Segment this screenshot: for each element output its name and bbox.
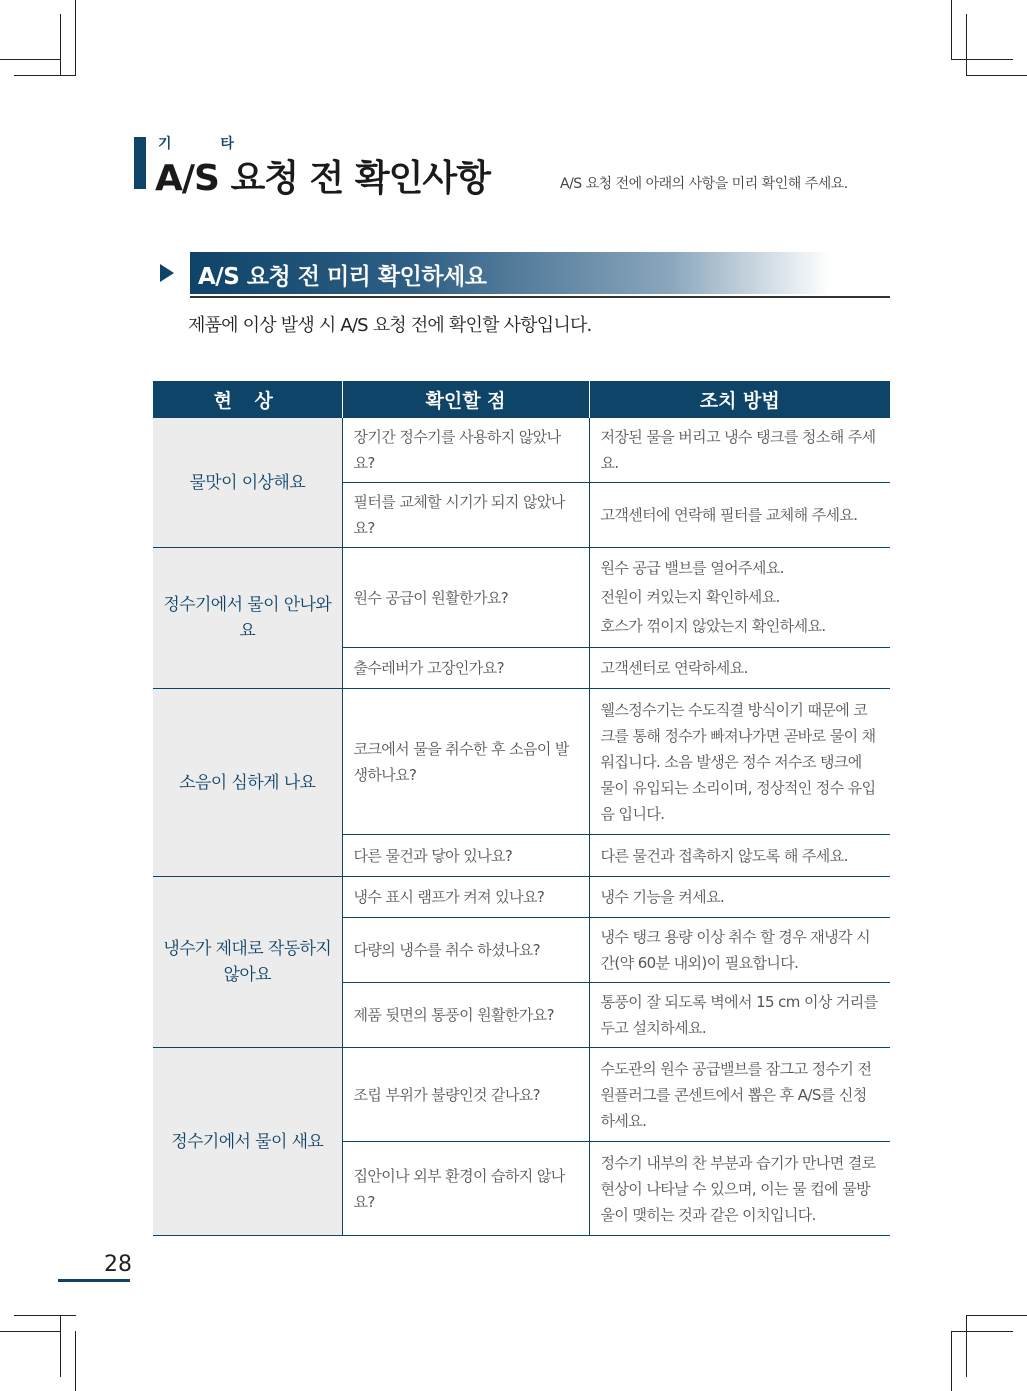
crop-mark	[75, 0, 76, 76]
symptom-cell: 소음이 심하게 나요	[153, 689, 342, 877]
header-action: 조치 방법	[589, 381, 890, 418]
table-row	[153, 877, 890, 918]
crop-mark	[966, 14, 967, 76]
category-label: 기 타	[158, 136, 256, 152]
section-description: 제품에 이상 발생 시 A/S 요청 전에 확인할 사항입니다.	[188, 315, 592, 336]
check-cell: 필터를 교체할 시기가 되지 않았나요?	[342, 483, 589, 548]
table-row	[153, 548, 890, 648]
action-cell: 정수기 내부의 찬 부분과 습기가 만나면 결로 현상이 나타날 수 있으며, 이는 물 컵에 물방울이 맺히는 것과 같은 이치입니다.	[589, 1142, 890, 1236]
check-cell: 조립 부위가 불량인것 같나요?	[342, 1048, 589, 1142]
header-check: 확인할 점	[342, 381, 589, 418]
crop-mark	[951, 1331, 1013, 1332]
crop-mark	[0, 1331, 60, 1332]
check-cell: 원수 공급이 원활한가요?	[342, 548, 589, 648]
crop-mark	[966, 1315, 1027, 1316]
action-line: 호스가 꺾이지 않았는지 확인하세요.	[600, 617, 826, 635]
section-title: A/S 요청 전 미리 확인하세요	[198, 264, 487, 290]
symptom-cell: 정수기에서 물이 안나와요	[153, 548, 342, 689]
check-cell: 제품 뒷면의 통풍이 원활한가요?	[342, 983, 589, 1048]
page-number-rule	[58, 1279, 130, 1282]
check-cell: 다량의 냉수를 취수 하셨나요?	[342, 918, 589, 983]
page-title: A/S 요청 전 확인사항	[155, 158, 490, 199]
crop-mark	[75, 1331, 76, 1391]
check-cell: 코크에서 물을 취수한 후 소음이 발생하나요?	[342, 689, 589, 835]
check-cell: 장기간 정수기를 사용하지 않았나요?	[342, 418, 589, 483]
header-symptom: 현 상	[153, 381, 342, 418]
symptom-cell: 정수기에서 물이 새요	[153, 1048, 342, 1236]
section-marker	[134, 137, 146, 189]
page-subtitle: A/S 요청 전에 아래의 사항을 미리 확인해 주세요.	[560, 176, 848, 192]
check-cell: 냉수 표시 램프가 켜져 있나요?	[342, 877, 589, 918]
crop-mark	[951, 0, 952, 60]
crop-mark	[951, 59, 1013, 60]
crop-mark	[0, 59, 60, 60]
action-cell: 웰스정수기는 수도직결 방식이기 때문에 코크를 통해 정수가 빠져나가면 곧바로 물이 채워집니다. 소음 발생은 정수 저수조 탱크에 물이 유입되는 소리이며, 정상적인 정수 유입음 입니다.	[589, 689, 890, 835]
action-cell: 다른 물건과 접촉하지 않도록 해 주세요.	[589, 835, 890, 877]
check-cell: 출수레버가 고장인가요?	[342, 648, 589, 689]
check-cell: 다른 물건과 닿아 있나요?	[342, 835, 589, 877]
table-row	[153, 689, 890, 835]
crop-mark	[14, 75, 76, 76]
action-cell: 냉수 기능을 켜세요.	[589, 877, 890, 918]
crop-mark	[966, 1315, 967, 1377]
section-heading	[160, 252, 890, 298]
action-cell: 고객센터에 연락해 필터를 교체해 주세요.	[589, 483, 890, 548]
action-cell: 통풍이 잘 되도록 벽에서 15 cm 이상 거리를 두고 설치하세요.	[589, 983, 890, 1048]
table-row	[153, 418, 890, 483]
page-number: 28	[104, 1252, 132, 1277]
action-cell: 냉수 탱크 용량 이상 취수 할 경우 재냉각 시간(약 60분 내외)이 필요합니다.	[589, 918, 890, 983]
crop-mark	[14, 1315, 76, 1316]
crop-mark	[60, 14, 61, 76]
table-row	[153, 1048, 890, 1142]
action-cell: 고객센터로 연락하세요.	[589, 648, 890, 689]
section-rule	[190, 296, 890, 298]
symptom-cell: 냉수가 제대로 작동하지 않아요	[153, 877, 342, 1048]
check-cell: 집안이나 외부 환경이 습하지 않나요?	[342, 1142, 589, 1236]
table-header-row	[153, 381, 890, 418]
triangle-right-icon	[160, 264, 174, 282]
crop-mark	[60, 1315, 61, 1377]
action-line: 원수 공급 밸브를 열어주세요.	[600, 559, 784, 577]
action-line: 전원이 켜있는지 확인하세요.	[600, 588, 780, 606]
crop-mark	[951, 1331, 952, 1391]
action-cell: 수도관의 원수 공급밸브를 잠그고 정수기 전원플러그를 콘센트에서 뽑은 후 A/S를 신청하세요.	[589, 1048, 890, 1142]
symptom-cell: 물맛이 이상해요	[153, 418, 342, 548]
action-cell: 저장된 물을 버리고 냉수 탱크를 청소해 주세요.	[589, 418, 890, 483]
crop-mark	[966, 75, 1027, 76]
section-title-band	[190, 252, 830, 294]
action-cell	[589, 548, 890, 648]
troubleshooting-table	[153, 381, 890, 1236]
